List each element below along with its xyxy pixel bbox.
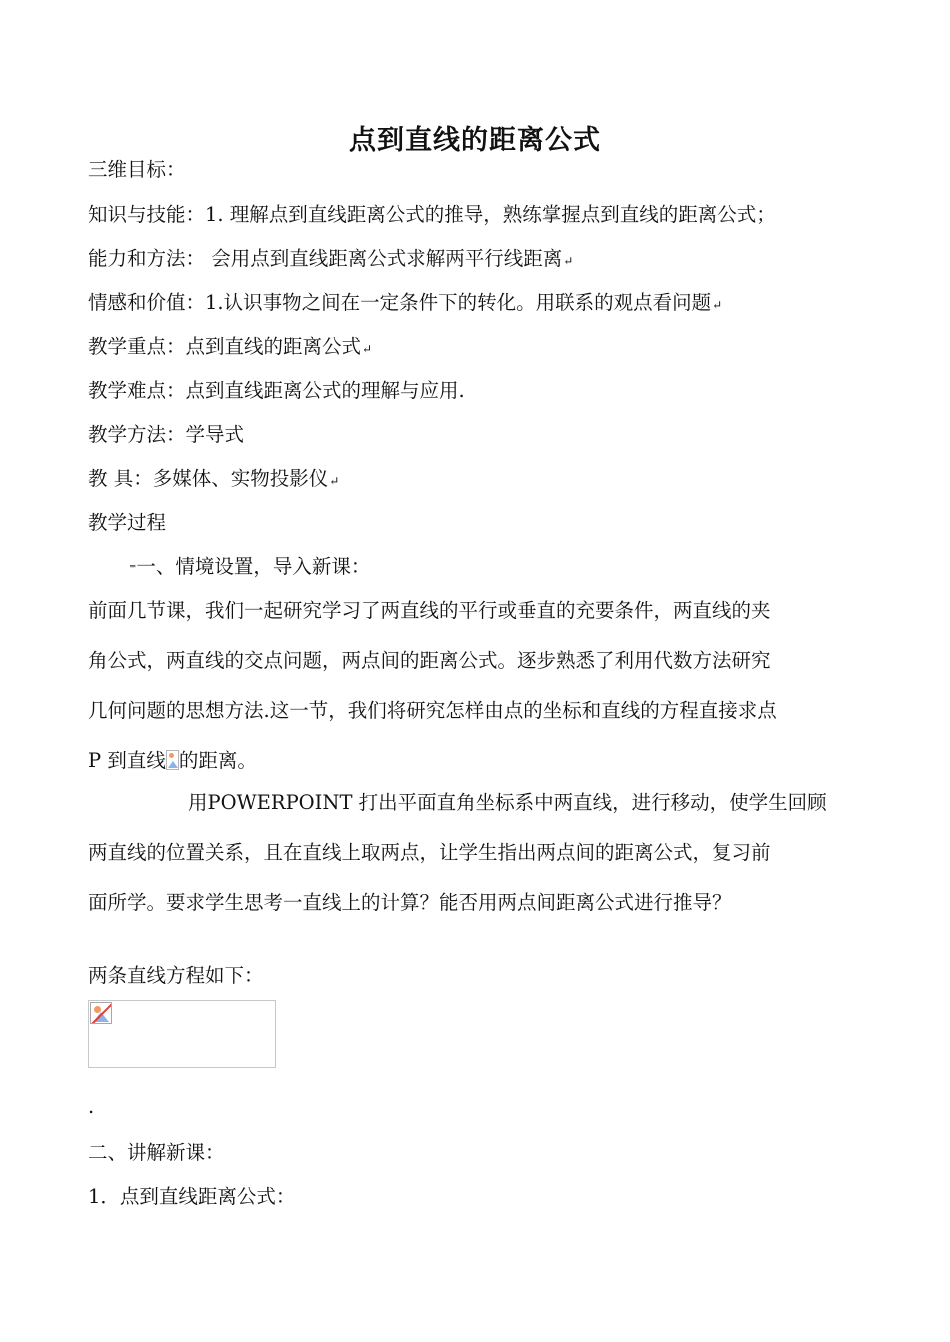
text-line	[188, 787, 827, 815]
text-span: 两直线的位置关系，且在直线上取两点，让学生指出两点间的距离公式，复习前	[88, 841, 771, 864]
equations-image-placeholder	[88, 1000, 276, 1068]
text-line	[88, 1137, 225, 1165]
text-span: 教学过程	[88, 511, 167, 534]
paragraph-mark: ↵	[329, 474, 340, 488]
text-span: 一、情境设置，导入新课：	[136, 555, 371, 578]
text-line	[88, 837, 771, 865]
text-span: P 到直线	[88, 749, 166, 772]
text-span: 三维目标：	[88, 158, 186, 181]
broken-image-icon	[166, 750, 179, 770]
text-line	[88, 887, 732, 915]
text-span: 教学难点：点到直线距离公式的理解与应用.	[88, 379, 465, 402]
text-span: 教 具：多媒体、实物投影仪	[88, 467, 329, 490]
text-span: 二、讲解新课：	[88, 1141, 225, 1164]
text-span: 两条直线方程如下：	[88, 964, 264, 987]
text-span: 情感和价值：1.认识事物之间在一定条件下的转化。用联系的观点看问题	[88, 291, 712, 314]
text-line	[88, 745, 257, 773]
paragraph-mark: ↵	[563, 254, 574, 268]
text-line	[88, 960, 264, 988]
text-line	[88, 645, 771, 673]
text-line	[88, 1181, 295, 1209]
bullet-mark: ⁼	[129, 561, 137, 577]
text-span: .	[88, 1095, 95, 1118]
text-line	[128, 551, 370, 579]
text-span: 教学方法：学导式	[88, 423, 245, 446]
text-line	[88, 1095, 94, 1118]
text-span: 能力和方法： 会用点到直线距离公式求解两平行线距离	[88, 247, 563, 270]
text-line	[88, 463, 339, 491]
page-title: 点到直线的距离公式	[349, 125, 601, 156]
text-span: 知识与技能：1. 理解点到直线距离公式的推导，熟练掌握点到直线的距离公式；	[88, 203, 776, 226]
text-line	[88, 375, 465, 403]
text-span: 面所学。要求学生思考一直线上的计算？能否用两点间距离公式进行推导？	[88, 891, 732, 914]
text-span: 用POWERPOINT 打出平面直角坐标系中两直线，进行移动，使学生回顾	[188, 791, 827, 814]
broken-image-icon	[90, 1002, 112, 1024]
text-line	[88, 695, 777, 723]
text-line	[88, 507, 166, 535]
text-span: 角公式，两直线的交点问题，两点间的距离公式。逐步熟悉了利用代数方法研究	[88, 649, 771, 672]
text-span: 的距离。	[178, 749, 257, 772]
text-line	[88, 595, 771, 623]
text-line	[88, 287, 722, 315]
text-span: 1．点到直线距离公式：	[88, 1185, 296, 1208]
text-span: 前面几节课，我们一起研究学习了两直线的平行或垂直的充要条件，两直线的夹	[88, 599, 771, 622]
text-line	[88, 419, 244, 447]
text-line	[88, 331, 372, 359]
paragraph-mark: ↵	[712, 298, 723, 312]
paragraph-mark: ↵	[362, 342, 373, 356]
text-span: 教学重点：点到直线的距离公式	[88, 335, 362, 358]
text-span: 几何问题的思想方法.这一节，我们将研究怎样由点的坐标和直线的方程直接求点	[88, 699, 777, 722]
text-line	[88, 154, 186, 182]
text-line	[88, 199, 776, 227]
text-line	[88, 243, 573, 271]
